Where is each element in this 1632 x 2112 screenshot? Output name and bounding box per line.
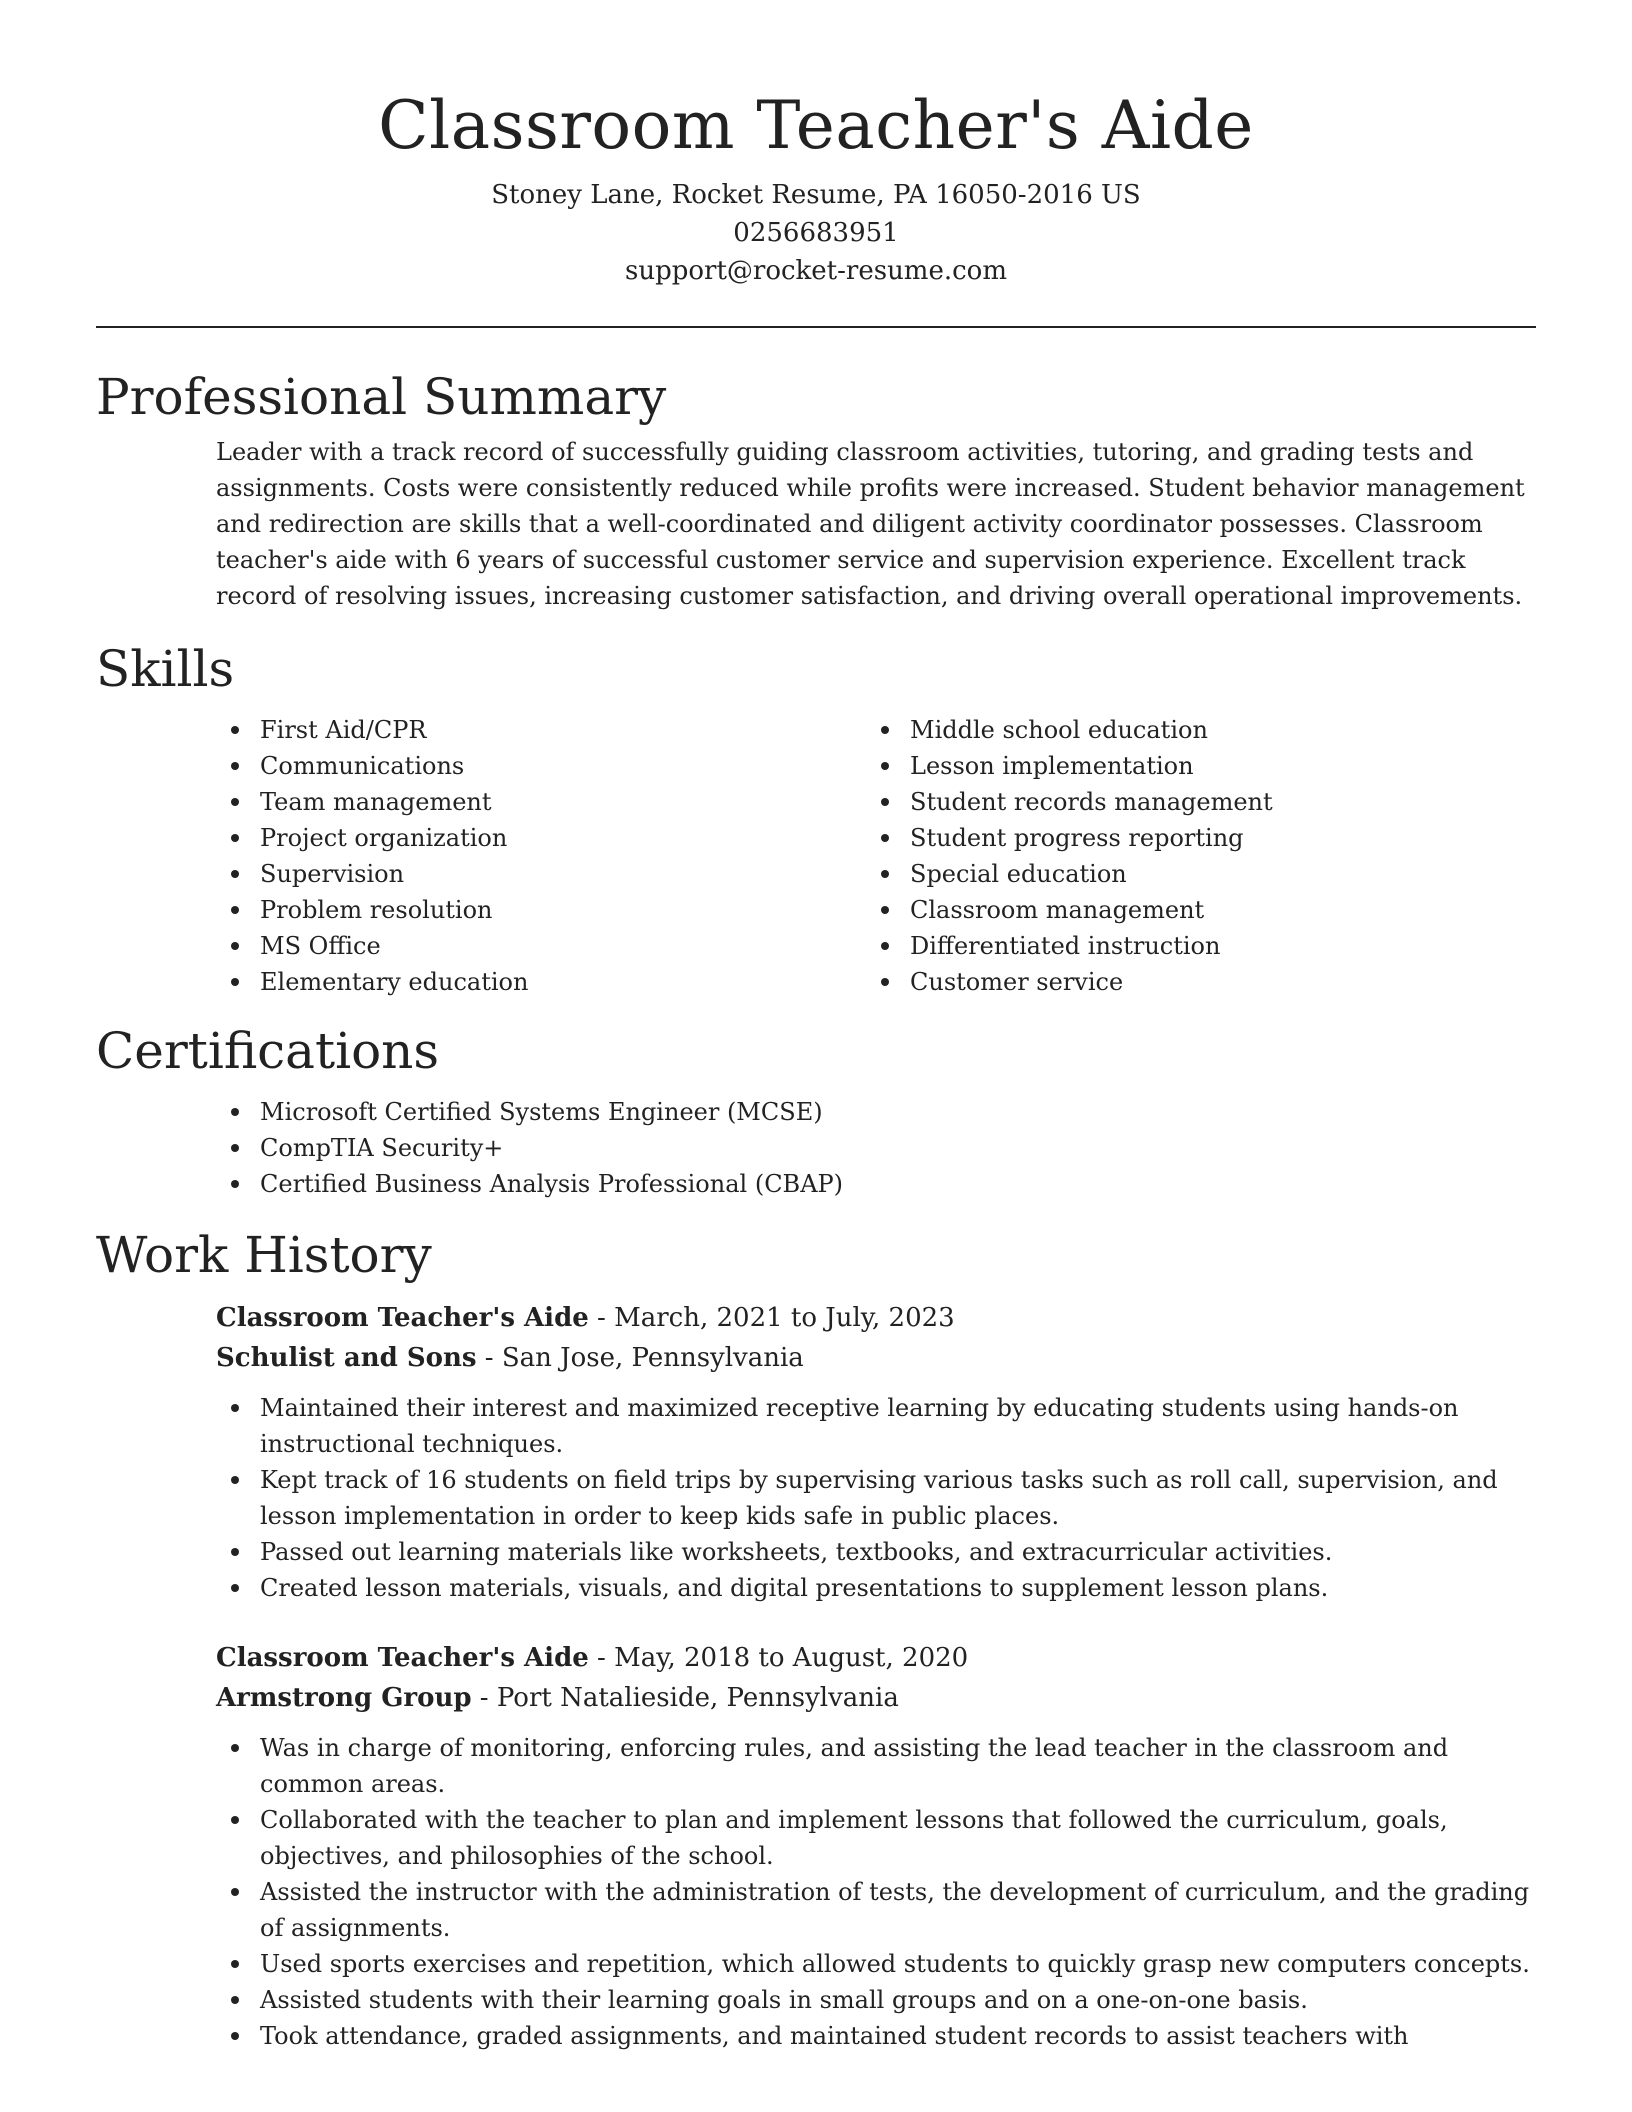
skill-item: First Aid/CPR: [216, 712, 866, 748]
skill-item: Differentiated instruction: [866, 928, 1516, 964]
skill-item: Special education: [866, 856, 1516, 892]
summary-text: Leader with a track record of successfully guiding classroom activities, tutoring, and grading tests and assignments. Costs were consistently reduced while profits were increased. Student behavior management and redirection are skills that a well-coordinated and diligent activity coordinator possesses. Classroom teacher's aide with 6 years of successful customer service and supervision experience. Excellent track record of resolving issues, increasing customer satisfaction, and driving overall operational improvements.: [216, 438, 1525, 610]
skill-item: Customer service: [866, 964, 1516, 1000]
job-bullet: Used sports exercises and repetition, which allowed students to quickly grasp new computers concepts.: [216, 1946, 1536, 1982]
job-bullet-list: [216, 1390, 1536, 1606]
job-title-line: [216, 1638, 1536, 1678]
section-title-summary: Professional Summary: [96, 368, 667, 426]
job-dates: - May, 2018 to August, 2020: [588, 1643, 969, 1673]
skill-item: Lesson implementation: [866, 748, 1516, 784]
skill-item: Problem resolution: [216, 892, 866, 928]
skills-grid: [216, 712, 1536, 1000]
job-location: - Port Natalieside, Pennsylvania: [471, 1683, 899, 1713]
skills-list-right: [866, 712, 1516, 1000]
job-dates: - March, 2021 to July, 2023: [588, 1303, 955, 1333]
certification-item: CompTIA Security+: [216, 1130, 1536, 1166]
job-bullet: Passed out learning materials like worksheets, textbooks, and extracurricular activities.: [216, 1534, 1536, 1570]
section-title-certifications: Certifications: [96, 1022, 440, 1080]
skill-item: Student progress reporting: [866, 820, 1516, 856]
contact-info: [96, 176, 1536, 290]
candidate-name: Classroom Teacher's Aide: [378, 87, 1254, 164]
certifications-list: [216, 1094, 1536, 1202]
work-history-section: [96, 1224, 1536, 2054]
job-bullet: Assisted students with their learning goals in small groups and on a one-on-one basis.: [216, 1982, 1536, 2018]
summary-section: [96, 366, 1536, 614]
address-text: Stoney Lane, Rocket Resume, PA 16050-2016 US: [491, 180, 1141, 210]
job-bullet: Collaborated with the teacher to plan and implement lessons that followed the curriculum, goals, objectives, and philosophies of the school.: [216, 1802, 1536, 1874]
header-divider: [96, 326, 1536, 328]
skill-item: Classroom management: [866, 892, 1516, 928]
skill-item: Student records management: [866, 784, 1516, 820]
skills-list-left: [216, 712, 866, 1000]
job-bullet: Was in charge of monitoring, enforcing rules, and assisting the lead teacher in the classroom and common areas.: [216, 1730, 1536, 1802]
skill-item: Team management: [216, 784, 866, 820]
phone-text: 0256683951: [733, 218, 899, 248]
certification-item: Certified Business Analysis Professional (CBAP): [216, 1166, 1536, 1202]
skill-item: Project organization: [216, 820, 866, 856]
job-company-line: [216, 1338, 1536, 1378]
job-bullet: Assisted the instructor with the administration of tests, the development of curriculum, and the grading of assignments.: [216, 1874, 1536, 1946]
job-bullet-list: [216, 1730, 1536, 2054]
skill-item: MS Office: [216, 928, 866, 964]
certification-item: Microsoft Certified Systems Engineer (MCSE): [216, 1094, 1536, 1130]
job-bullet: Maintained their interest and maximized receptive learning by educating students using hands-on instructional techniques.: [216, 1390, 1536, 1462]
job-role: Classroom Teacher's Aide: [216, 1303, 589, 1333]
job-company: Schulist and Sons: [216, 1343, 477, 1373]
email-text: support@rocket-resume.com: [624, 256, 1007, 286]
resume-header: [96, 84, 1536, 290]
job-entry: [216, 1638, 1536, 2054]
skill-item: Supervision: [216, 856, 866, 892]
skill-item: Elementary education: [216, 964, 866, 1000]
job-company: Armstrong Group: [216, 1683, 472, 1713]
job-bullet: Took attendance, graded assignments, and maintained student records to assist teachers with: [216, 2018, 1536, 2054]
job-entry: [216, 1298, 1536, 1606]
job-location: - San Jose, Pennsylvania: [476, 1343, 804, 1373]
skill-item: Middle school education: [866, 712, 1516, 748]
section-title-work-history: Work History: [96, 1226, 432, 1284]
section-title-skills: Skills: [96, 640, 235, 698]
skills-section: [96, 638, 1536, 1000]
job-bullet: Created lesson materials, visuals, and digital presentations to supplement lesson plans.: [216, 1570, 1536, 1606]
job-company-line: [216, 1678, 1536, 1718]
certifications-section: [96, 1020, 1536, 1202]
skill-item: Communications: [216, 748, 866, 784]
job-title-line: [216, 1298, 1536, 1338]
job-bullet: Kept track of 16 students on field trips by supervising various tasks such as roll call, supervision, and lesson implementation in order to keep kids safe in public places.: [216, 1462, 1536, 1534]
resume-page: [96, 84, 1536, 2054]
job-role: Classroom Teacher's Aide: [216, 1643, 589, 1673]
